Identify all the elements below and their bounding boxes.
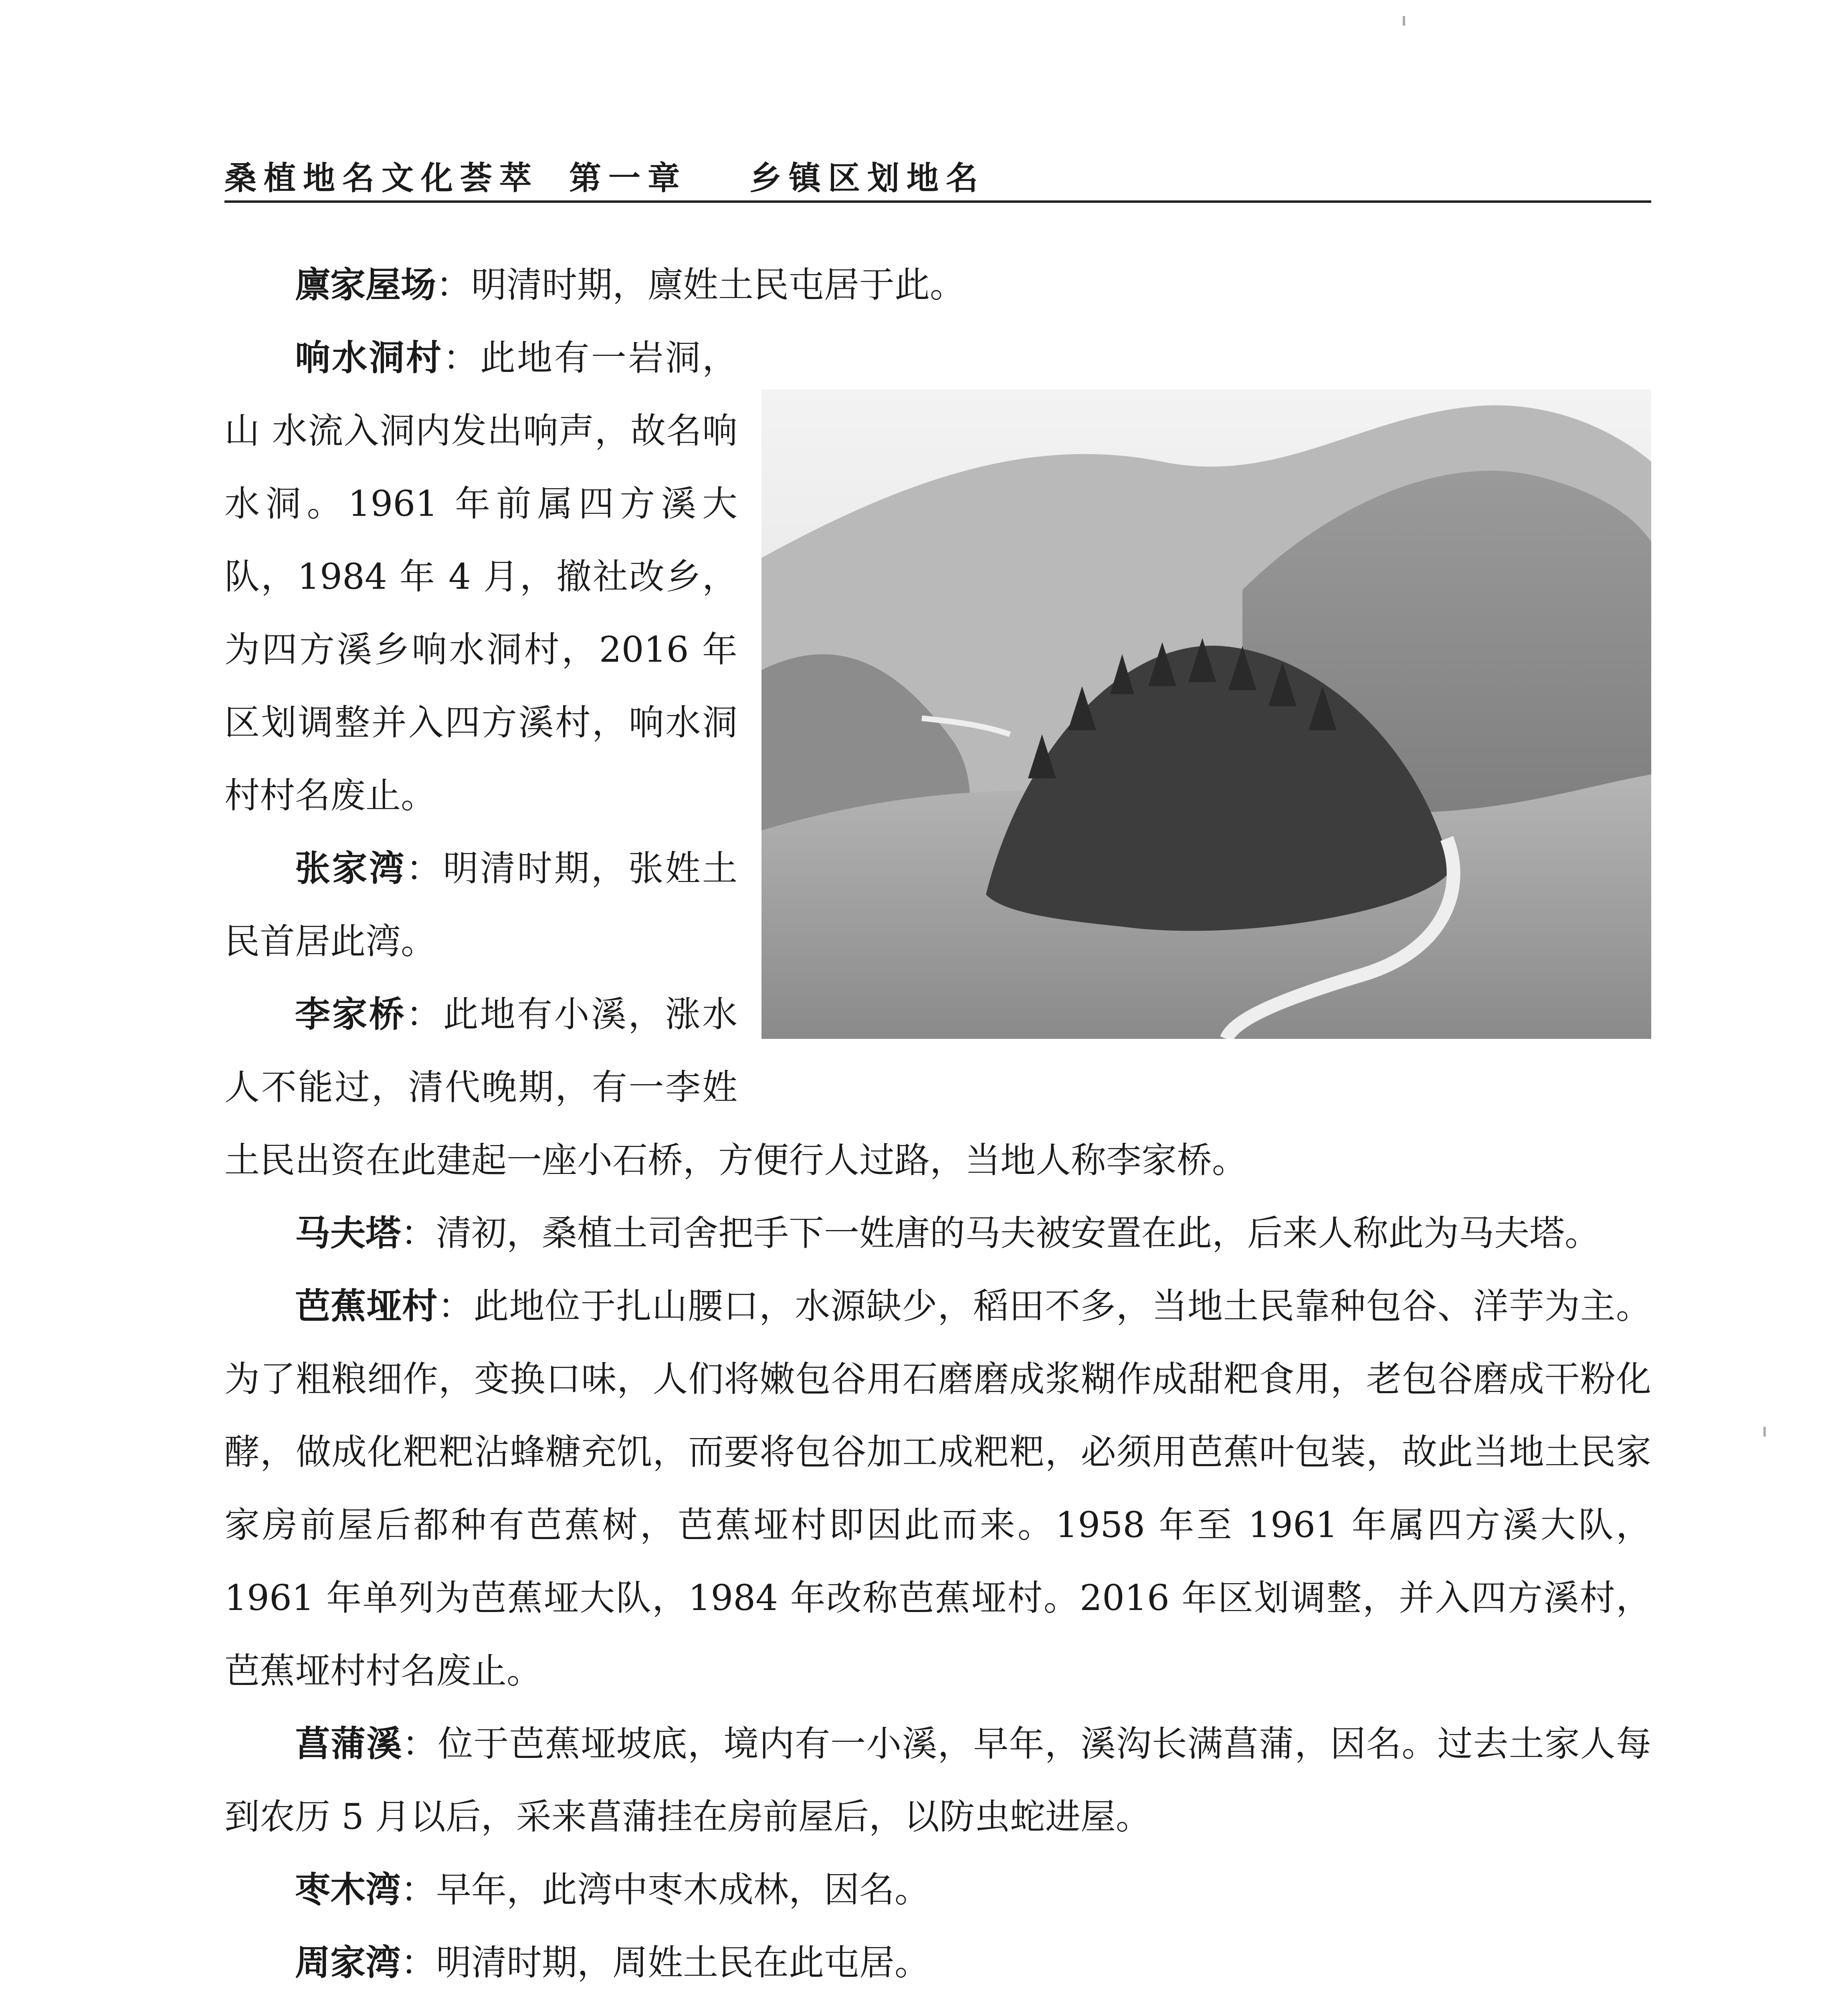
entry-paragraph [224,1853,1651,1926]
header-rule [224,200,1651,203]
running-header [224,144,1651,204]
entry-term: 菖蒲溪 [295,1723,402,1764]
entry-text: ：明清时期，张姓土民首居此湾。 [224,848,737,962]
page-body [224,248,1651,2004]
book-title: 桑植地名文化荟萃 [224,159,539,197]
chapter-label: 第一章 [569,159,687,197]
landscape-photo [761,390,1651,1039]
entry-paragraph [224,1270,1651,1707]
entry-term: 响水洞村 [295,337,443,378]
entry-term: 周家湾 [295,1942,401,1983]
entry-term: 枣木湾 [295,1869,401,1910]
entry-term: 廪家屋场 [295,264,436,305]
entry-text: ：位于芭蕉垭坡底，境内有一小溪，早年，溪沟长满菖蒲，因名。过去土家人每到农历 5 月以后，采来菖蒲挂在房前屋后，以防虫蛇进屋。 [224,1723,1651,1837]
entry-paragraph [224,1926,1651,1999]
section-title: 乡镇区划地名 [749,159,985,197]
entry-text: ：此地有小溪，涨水人不能过，清代晚期，有一李姓土民出资在此建起一座小石桥，方便行人过路，当地人称李家桥。 [224,994,1248,1181]
entry-term: 芭蕉垭村 [295,1285,438,1327]
entry-paragraph [224,248,1651,321]
scan-mark [1403,16,1405,26]
entry-paragraph [224,1999,1651,2004]
entry-text: ：明清时期，廪姓土民屯居于此。 [436,264,965,305]
entry-term: 马夫塔 [295,1212,401,1254]
entry-paragraph [224,1707,1651,1853]
entry-paragraph [224,1197,1651,1270]
entry-term: 李家桥 [295,994,406,1035]
entry-text: ：早年，此湾中枣木成林，因名。 [401,1869,930,1910]
entry-text: ：此地位于扎山腰口，水源缺少，稻田不多，当地土民靠种包谷、洋芋为主。为了粗粮细作，变换口味，人们将嫩包谷用石磨磨成浆糊作成甜粑食用，老包谷磨成干粉化酵，做成化粑粑沾蜂糖充饥，而要将包谷加工成粑粑，必须用芭蕉叶包装，故此当地土民家家房前屋后都种有芭蕉树，芭蕉垭村即因此而来。1958 年至 1961 年属四方溪大队，1961 年单列为芭蕉垭大队，1984 年改称芭蕉垭村。2016 年区划调整，并入四方溪村，芭蕉垭村村名废止。 [224,1285,1651,1691]
entry-term: 张家湾 [295,848,406,889]
entry-text: ：此地有一岩洞，山 水流入洞内发出响声，故名响水洞。1961 年前属四方溪大队，1984 年 4 月，撤社改乡，为四方溪乡响水洞村，2016 年区划调整并入四方溪村，响水洞村村名废止。 [224,337,737,816]
entry-text: ：清初，桑植土司舍把手下一姓唐的马夫被安置在此，后来人称此为马夫塔。 [401,1212,1600,1254]
entry-text: ：明清时期，周姓土民在此屯居。 [401,1942,930,1983]
scan-mark [1763,1427,1766,1436]
